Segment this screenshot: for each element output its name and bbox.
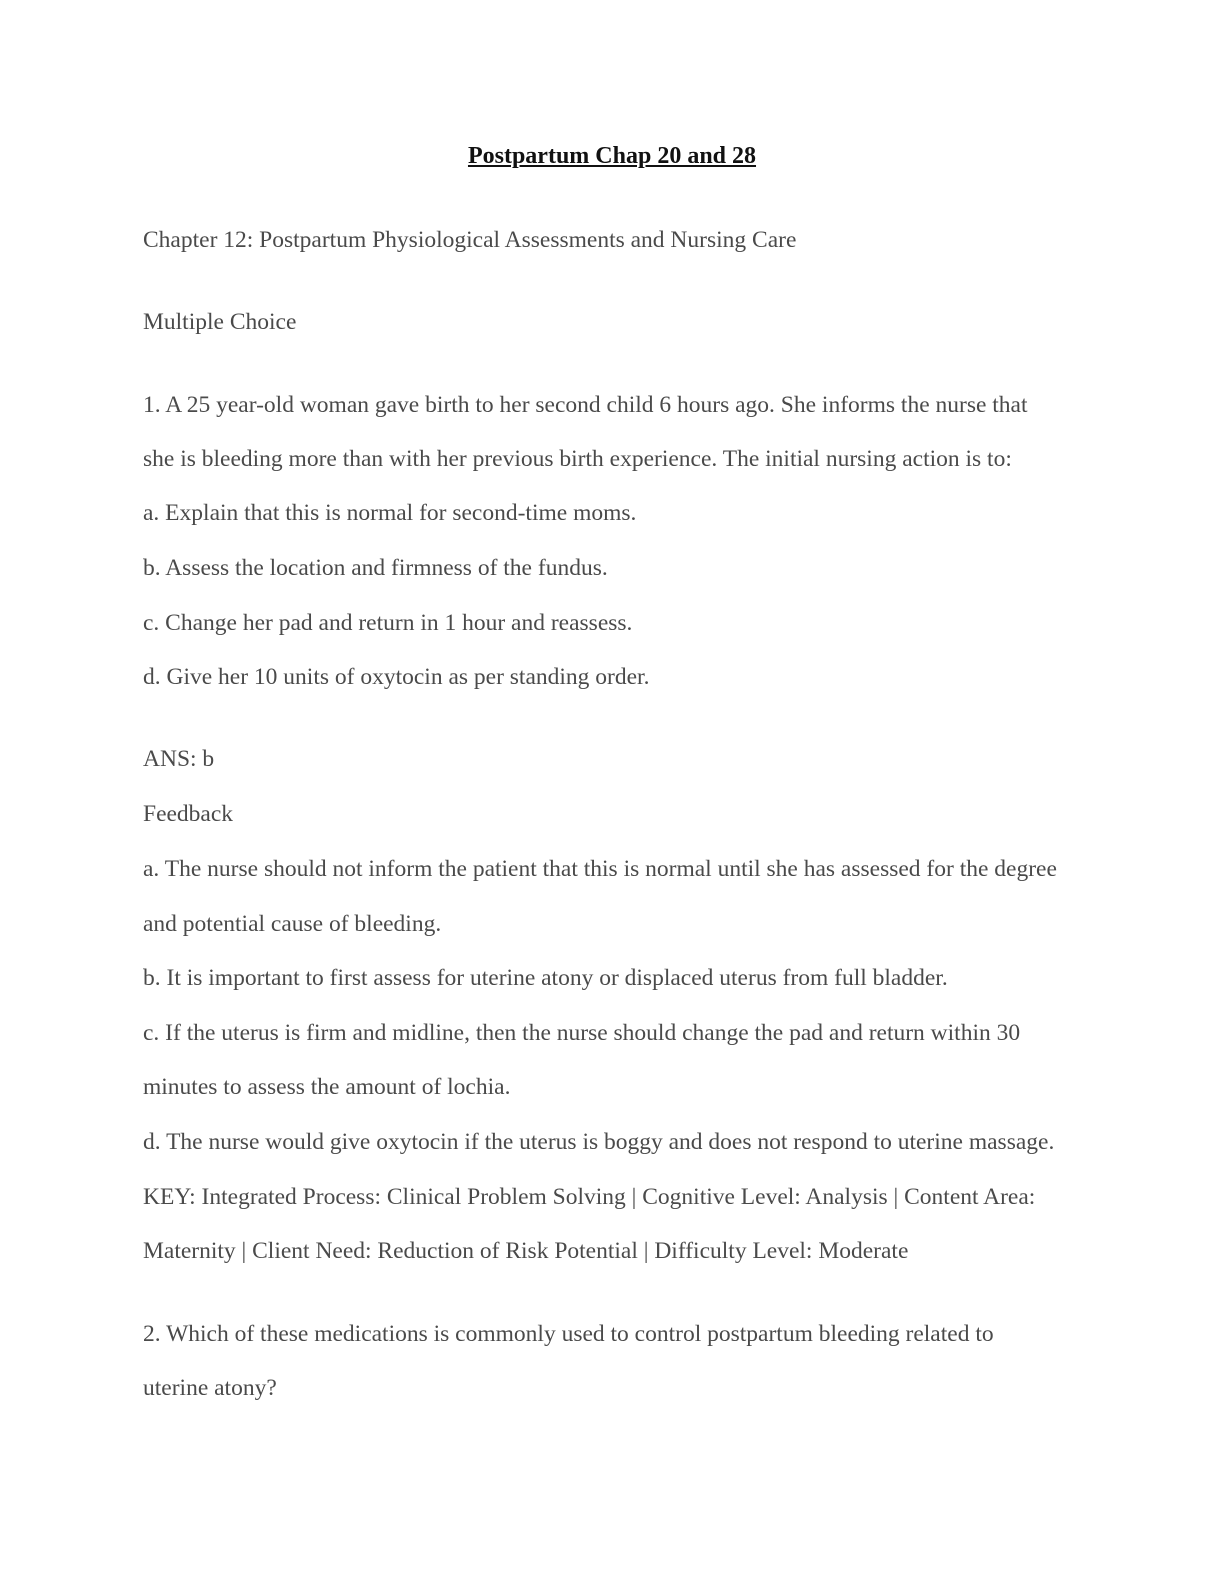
chapter-heading: Chapter 12: Postpartum Physiological Assessments and Nursing Care [143, 227, 797, 253]
question-1-option-d: d. Give her 10 units of oxytocin as per standing order. [143, 664, 650, 690]
section-heading: Multiple Choice [143, 309, 297, 335]
key-line-1: KEY: Integrated Process: Clinical Problem Solving | Cognitive Level: Analysis | Content Area: [143, 1184, 1036, 1210]
question-2-stem-line-1: 2. Which of these medications is commonly used to control postpartum bleeding related to [143, 1321, 994, 1347]
key-line-2: Maternity | Client Need: Reduction of Risk Potential | Difficulty Level: Moderate [143, 1238, 909, 1264]
page-title: Postpartum Chap 20 and 28 [467, 143, 757, 169]
question-1-stem-line-1: 1. A 25 year-old woman gave birth to her second child 6 hours ago. She informs the nurse that [143, 392, 1028, 418]
question-1-option-a: a. Explain that this is normal for second-time moms. [143, 500, 637, 526]
feedback-label: Feedback [143, 801, 234, 827]
feedback-c-line-2: minutes to assess the amount of lochia. [143, 1074, 511, 1100]
feedback-a-line-2: and potential cause of bleeding. [143, 911, 442, 937]
feedback-c-line-1: c. If the uterus is firm and midline, then the nurse should change the pad and return within 30 [143, 1020, 1021, 1046]
question-1-stem-line-2: she is bleeding more than with her previous birth experience. The initial nursing action is to: [143, 446, 1012, 472]
question-1-option-c: c. Change her pad and return in 1 hour and reassess. [143, 610, 633, 636]
feedback-d-line-1: d. The nurse would give oxytocin if the uterus is boggy and does not respond to uterine massage. [143, 1129, 1055, 1155]
question-2-stem-line-2: uterine atony? [143, 1375, 277, 1401]
question-1-answer: ANS: b [143, 746, 215, 772]
feedback-a-line-1: a. The nurse should not inform the patient that this is normal until she has assessed for the degree [143, 856, 1057, 882]
feedback-b-line-1: b. It is important to first assess for uterine atony or displaced uterus from full bladder. [143, 965, 948, 991]
question-1-option-b: b. Assess the location and firmness of the fundus. [143, 555, 608, 581]
